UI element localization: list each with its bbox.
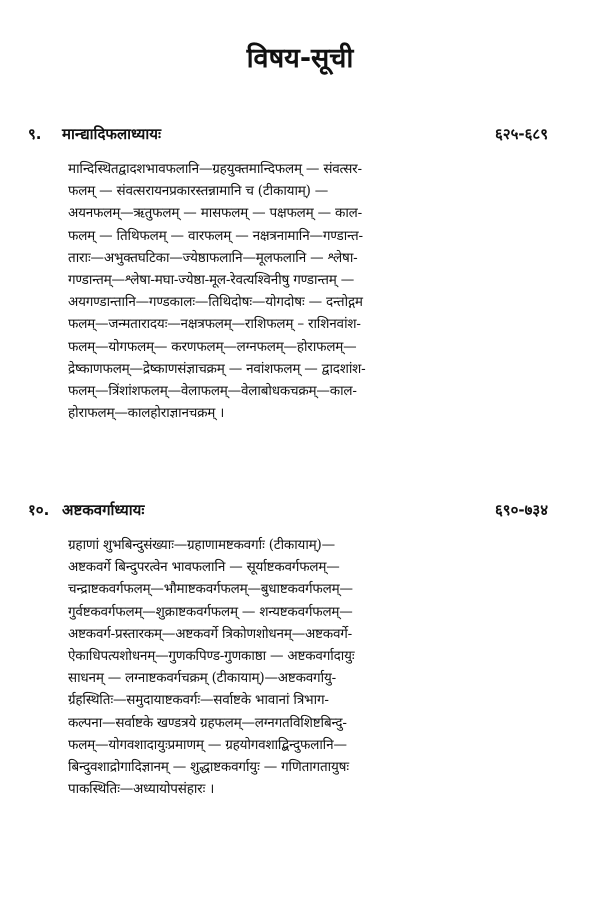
contents-line: गुर्वष्टकवर्गफलम्—शुक्राष्टकवर्गफलम् — शन्यष्टकवर्गफलम्— [68, 603, 353, 620]
contents-line: ग्रहाणां शुभबिन्दुसंख्याः—ग्रहाणामष्टकवर्गाः (टीकायाम्)— [68, 537, 335, 553]
contents-line: बिन्दुवशाद्रोगादिज्ञानम् — शुद्धाष्टकवर्गायुः — गणितागतायुषः [68, 759, 349, 776]
chapter-heading [28, 124, 548, 144]
contents-line: अष्टकवर्ग-प्रस्तारकम्—अष्टकवर्गे त्रिकोणशोधनम्—अष्टकवर्गे- [68, 625, 353, 642]
chapter-contents [68, 158, 548, 424]
chapter-9 [28, 124, 548, 424]
chapter-pages: ६९०-७३४ [494, 501, 548, 519]
contents-line: चन्द्राष्टकवर्गफलम्—भौमाष्टकवर्गफलम्—बुधाष्टकवर्गफलम्— [68, 581, 353, 598]
chapter-pages: ६२५-६८९ [494, 125, 548, 143]
contents-line: फलम्—योगवशादायुःप्रमाणम् — ग्रहयोगवशाद्बिन्दुफलानि— [68, 736, 347, 753]
contents-line: ताराः—अभुक्तघटिका—ज्येष्ठाफलानि—मूलफलानि — श्लेषा- [68, 249, 358, 266]
chapter-heading [28, 500, 548, 520]
contents-line: फलम्—त्रिंशांशफलम्—वेलाफलम्—वेलाबोधकचक्रम्—काल- [68, 383, 357, 400]
chapter-number: १०. [28, 501, 50, 519]
chapter-name: अष्टकवर्गाध्यायः [62, 501, 145, 519]
contents-line: ऐकाधिपत्यशोधनम्—गुणकपिण्ड-गुणकाष्ठा — अष्टकवर्गादायुः [68, 648, 355, 665]
chapter-heading-left [28, 124, 161, 144]
chapter-name: मान्द्यादिफलाध्यायः [62, 125, 161, 143]
contents-line: फलम्—जन्मतारादयः—नक्षत्रफलम्—राशिफलम् – राशिनवांश- [68, 316, 361, 333]
contents-line: साधनम् — लग्नाष्टकवर्गचक्रम् (टीकायाम्)—अष्टकवर्गायु- [68, 670, 336, 687]
contents-line: गण्डान्तम्—श्लेषा-मघा-ज्येष्ठा-मूल-रेवत्यश्विनीषु गण्डान्तम् — [68, 272, 355, 289]
contents-line: फलम् — तिथिफलम् — वारफलम् — नक्षत्रनामानि—गण्डान्त- [68, 227, 363, 244]
contents-line: मान्दिस्थितद्वादशभावफलानि—ग्रहयुक्तमान्दिफलम् — संवत्सर- [68, 161, 362, 177]
chapter-number: ९. [28, 125, 42, 143]
contents-line: द्रेष्काणफलम्—द्रेष्काणसंज्ञाचक्रम् — नवांशफलम् — द्वादशांश- [68, 360, 366, 377]
page-title: विषय-सूची [246, 43, 354, 74]
contents-line: अयगण्डान्तानि—गण्डकालः—तिथिदोषः—योगदोषः — दन्तोद्गम [68, 294, 363, 311]
contents-line: र्ग्रहस्थितिः—समुदायाष्टकवर्गः—सर्वाष्टके भावानां त्रिभाग- [68, 692, 329, 709]
chapter-contents [68, 534, 548, 800]
contents-line: अयनफलम्—ऋतुफलम् — मासफलम् — पक्षफलम् — काल- [68, 205, 362, 222]
contents-line: होराफलम्—कालहोराज्ञानचक्रम् । [68, 405, 225, 422]
contents-line: फलम् — संवत्सरायनप्रकारस्तन्नामानि च (टीकायाम्) — [68, 183, 329, 200]
contents-line: पाकस्थितिः—अध्यायोपसंहारः । [68, 781, 215, 798]
contents-line: फलम्—योगफलम्— करणफलम्—लग्नफलम्—होराफलम्— [68, 338, 357, 355]
contents-line: अष्टकवर्गे बिन्दुपरत्वेन भावफलानि — सूर्याष्टकवर्गफलम्— [68, 559, 340, 576]
chapter-heading-left [28, 500, 144, 520]
chapter-10 [28, 500, 548, 800]
contents-line: कल्पना—सर्वाष्टके खण्डत्रये ग्रहफलम्—लग्नगतविशिष्टबिन्दु- [68, 714, 347, 731]
